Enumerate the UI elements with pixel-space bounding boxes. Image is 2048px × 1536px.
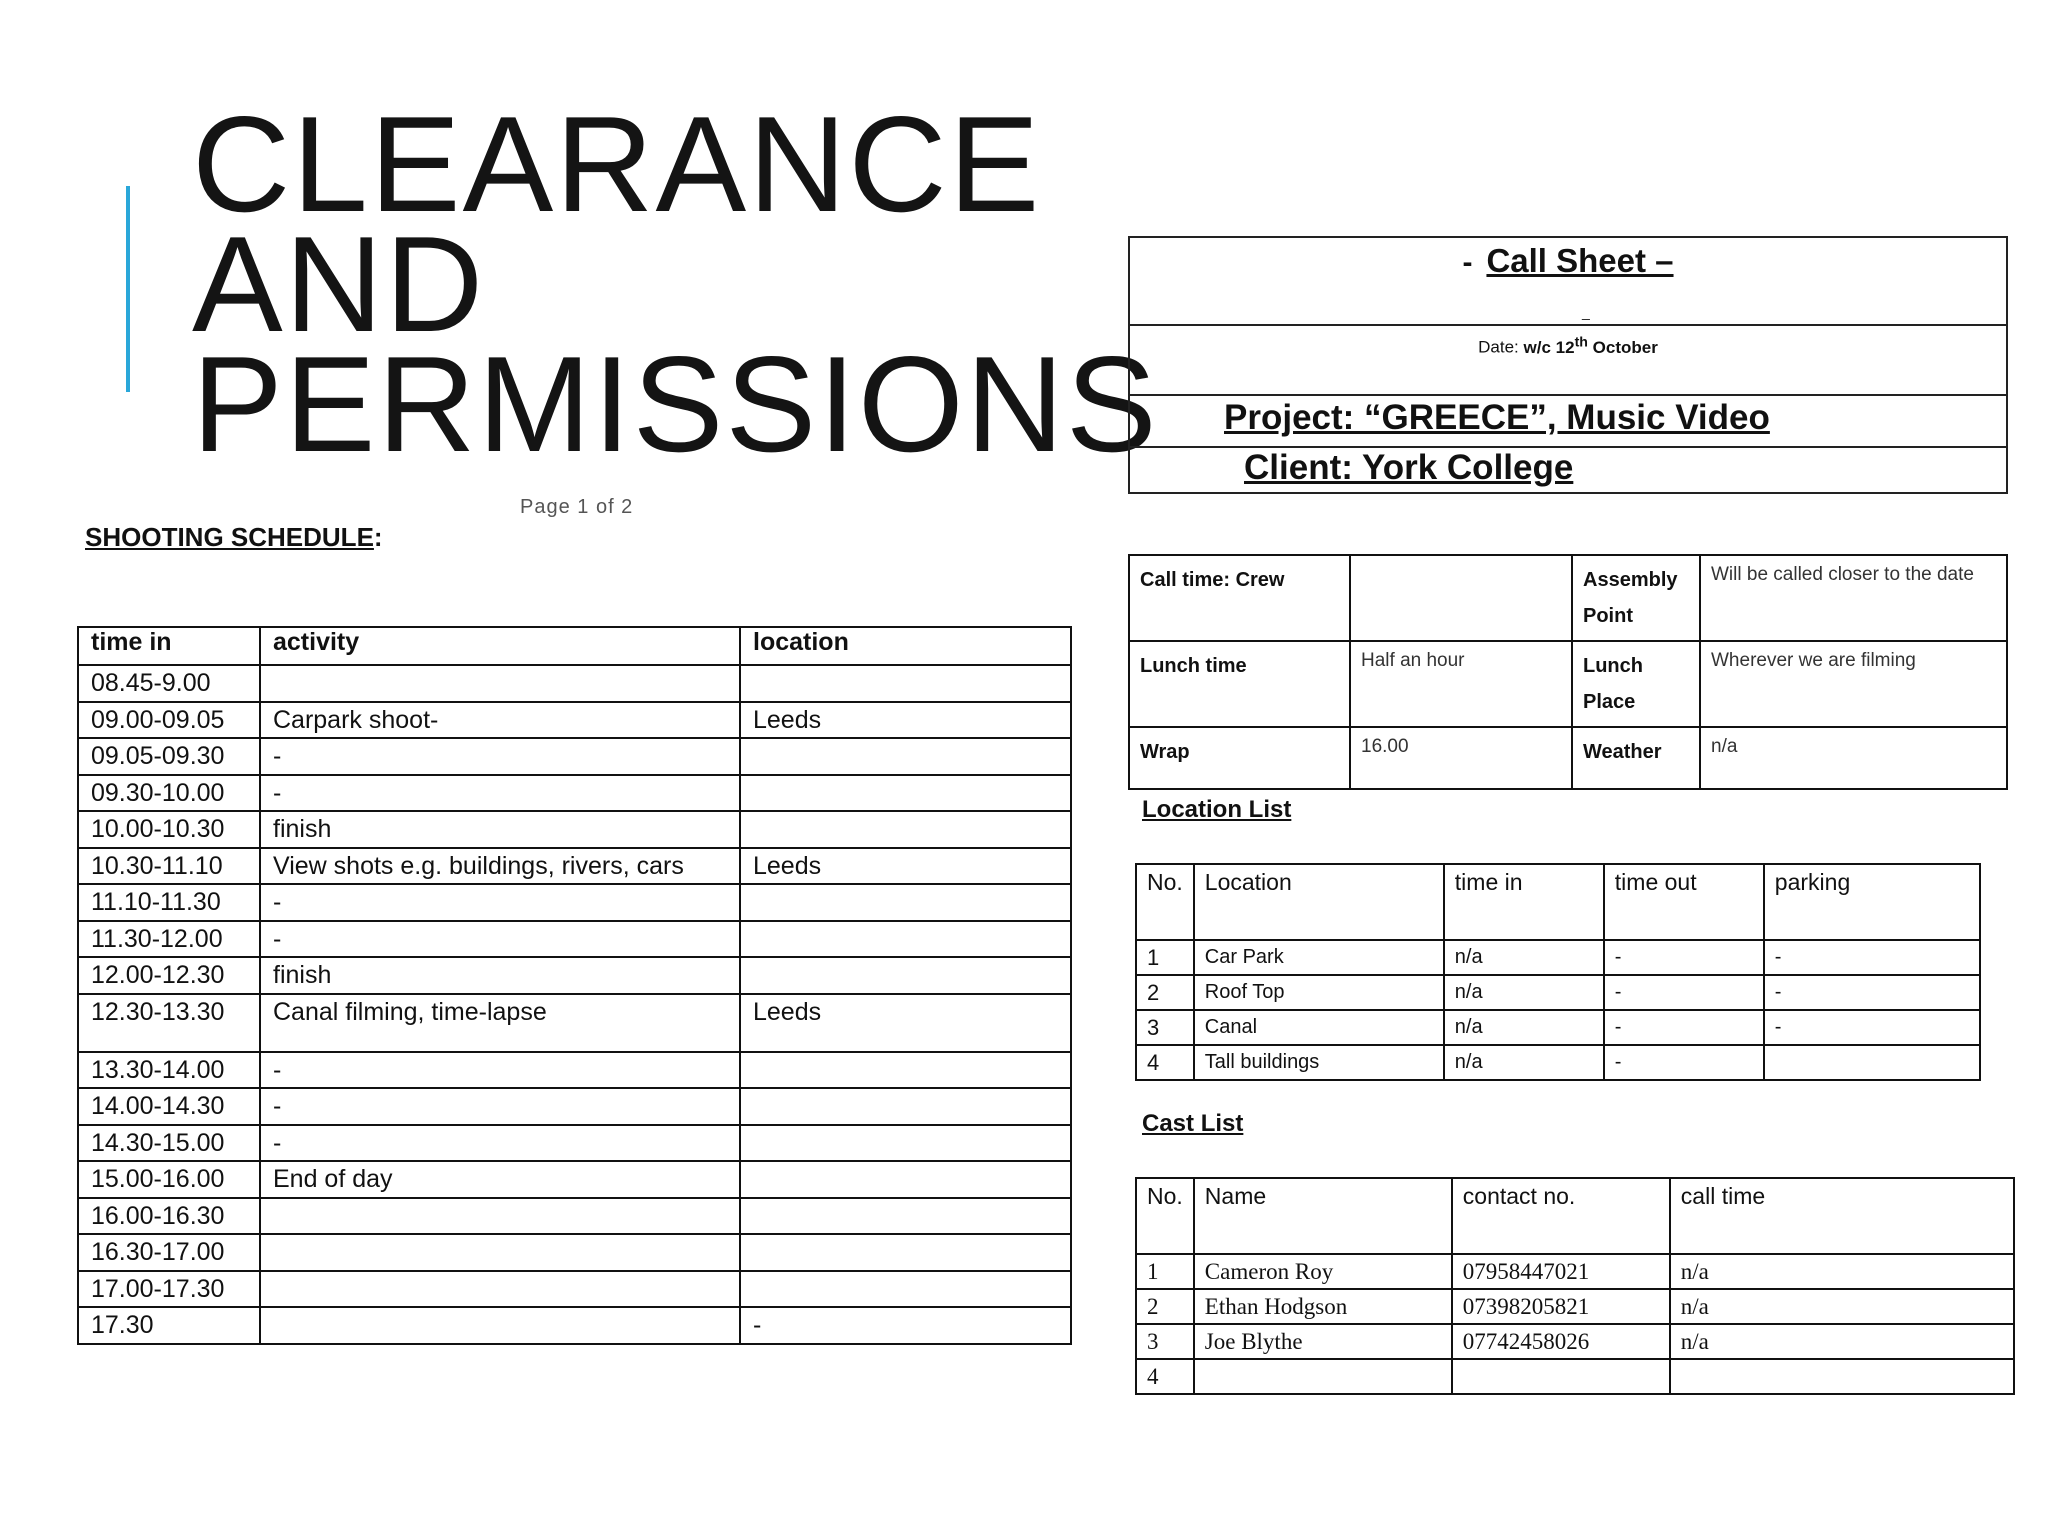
table-row	[78, 702, 1071, 739]
table-row	[78, 738, 1071, 775]
schedule-time: 16.30-17.00	[78, 1234, 260, 1271]
location-parking: -	[1764, 940, 1980, 975]
title-line: CLEARANCE	[192, 88, 1042, 240]
schedule-time: 12.00-12.30	[78, 957, 260, 994]
table-row	[78, 884, 1071, 921]
weather-label: Weather	[1572, 727, 1700, 789]
table-row	[1136, 1010, 1980, 1045]
cast-name: Ethan Hodgson	[1194, 1289, 1452, 1324]
cast-header-call-time: call time	[1670, 1178, 2014, 1254]
shooting-schedule-table	[77, 626, 1072, 1345]
location-header-location: Location	[1194, 864, 1444, 940]
date-prefix: w/c 12	[1523, 337, 1575, 357]
cast-header-no: No.	[1136, 1178, 1194, 1254]
location-header-time-out: time out	[1604, 864, 1764, 940]
cast-call-time: n/a	[1670, 1289, 2014, 1324]
call-sheet-underscore: _	[1582, 304, 1590, 320]
table-row	[78, 848, 1071, 885]
table-row	[78, 1161, 1071, 1198]
schedule-time: 16.00-16.30	[78, 1198, 260, 1235]
call-time-table	[1128, 554, 2008, 790]
date-label: Date:	[1478, 337, 1519, 357]
cast-header-contact: contact no.	[1452, 1178, 1670, 1254]
schedule-activity: finish	[260, 811, 740, 848]
location-time-in: n/a	[1444, 940, 1604, 975]
location-name: Roof Top	[1194, 975, 1444, 1010]
schedule-header-activity: activity	[260, 627, 740, 665]
schedule-time: 10.00-10.30	[78, 811, 260, 848]
location-no: 3	[1136, 1010, 1194, 1045]
call-sheet-project-row	[1130, 396, 2006, 448]
cast-name: Cameron Roy	[1194, 1254, 1452, 1289]
cast-name: Joe Blythe	[1194, 1324, 1452, 1359]
table-row	[78, 957, 1071, 994]
wrap-label: Wrap	[1129, 727, 1350, 789]
schedule-activity	[260, 1198, 740, 1235]
cast-contact: 07398205821	[1452, 1289, 1670, 1324]
slide-title	[192, 88, 1159, 480]
location-time-out: -	[1604, 975, 1764, 1010]
location-time-in: n/a	[1444, 975, 1604, 1010]
schedule-location	[740, 921, 1071, 958]
lunch-place-label: Lunch Place	[1572, 641, 1700, 727]
schedule-time: 09.00-09.05	[78, 702, 260, 739]
location-time-in: n/a	[1444, 1045, 1604, 1080]
table-row	[78, 811, 1071, 848]
schedule-activity	[260, 665, 740, 702]
date-month: October	[1592, 337, 1658, 357]
schedule-activity: -	[260, 1125, 740, 1162]
schedule-location	[740, 1234, 1071, 1271]
schedule-location	[740, 775, 1071, 812]
cast-call-time	[1670, 1359, 2014, 1394]
schedule-time: 12.30-13.30	[78, 994, 260, 1052]
location-header-no: No.	[1136, 864, 1194, 940]
location-parking: -	[1764, 1010, 1980, 1045]
schedule-activity: -	[260, 775, 740, 812]
schedule-activity: finish	[260, 957, 740, 994]
table-row	[1129, 555, 2007, 641]
schedule-time: 13.30-14.00	[78, 1052, 260, 1089]
location-parking	[1764, 1045, 1980, 1080]
call-sheet-title: Call Sheet –	[1486, 242, 1674, 279]
schedule-location	[740, 957, 1071, 994]
cast-contact: 07742458026	[1452, 1324, 1670, 1359]
location-name: Tall buildings	[1194, 1045, 1444, 1080]
table-row	[78, 775, 1071, 812]
cast-contact: 07958447021	[1452, 1254, 1670, 1289]
date-ordinal: th	[1574, 334, 1588, 350]
schedule-activity: View shots e.g. buildings, rivers, cars	[260, 848, 740, 885]
table-row	[1136, 1324, 2014, 1359]
schedule-activity	[260, 1307, 740, 1344]
schedule-location: Leeds	[740, 848, 1071, 885]
schedule-location	[740, 665, 1071, 702]
call-sheet-client-row	[1130, 446, 2006, 494]
schedule-location: Leeds	[740, 994, 1071, 1052]
schedule-activity: -	[260, 1052, 740, 1089]
schedule-location	[740, 1161, 1071, 1198]
date-value	[1523, 334, 1658, 357]
call-sheet-dash: -	[1462, 246, 1473, 279]
schedule-time: 10.30-11.10	[78, 848, 260, 885]
schedule-location	[740, 1052, 1071, 1089]
location-no: 4	[1136, 1045, 1194, 1080]
table-row	[78, 1234, 1071, 1271]
cast-header-name: Name	[1194, 1178, 1452, 1254]
project-name: Project: “GREECE”, Music Video	[1224, 398, 1770, 437]
table-row	[1129, 727, 2007, 789]
cast-no: 2	[1136, 1289, 1194, 1324]
schedule-time: 14.30-15.00	[78, 1125, 260, 1162]
schedule-time: 09.05-09.30	[78, 738, 260, 775]
crew-call-value	[1350, 555, 1572, 641]
schedule-time: 11.10-11.30	[78, 884, 260, 921]
table-row	[1136, 1289, 2014, 1324]
location-time-out: -	[1604, 1010, 1764, 1045]
table-row	[78, 1198, 1071, 1235]
location-header-parking: parking	[1764, 864, 1980, 940]
cast-no: 1	[1136, 1254, 1194, 1289]
schedule-location: -	[740, 1307, 1071, 1344]
schedule-activity: -	[260, 921, 740, 958]
call-sheet-header	[1128, 236, 2008, 494]
table-row	[1129, 641, 2007, 727]
schedule-time: 08.45-9.00	[78, 665, 260, 702]
table-row	[78, 1052, 1071, 1089]
lunch-place-value: Wherever we are filming	[1700, 641, 2007, 727]
schedule-location: Leeds	[740, 702, 1071, 739]
location-time-out: -	[1604, 1045, 1764, 1080]
table-row	[78, 1125, 1071, 1162]
cast-list-table	[1135, 1177, 2015, 1395]
call-sheet-title-row	[1130, 238, 2006, 326]
schedule-location	[740, 811, 1071, 848]
schedule-activity: -	[260, 884, 740, 921]
wrap-value: 16.00	[1350, 727, 1572, 789]
page-number-fragment: Page 1 of 2	[520, 496, 634, 518]
schedule-activity: Carpark shoot-	[260, 702, 740, 739]
schedule-activity: -	[260, 1088, 740, 1125]
crew-call-label: Call time: Crew	[1129, 555, 1350, 641]
schedule-time: 14.00-14.30	[78, 1088, 260, 1125]
schedule-activity	[260, 1271, 740, 1308]
schedule-header-location: location	[740, 627, 1071, 665]
schedule-activity: -	[260, 738, 740, 775]
schedule-time: 11.30-12.00	[78, 921, 260, 958]
cast-list-heading: Cast List	[1142, 1110, 1244, 1137]
schedule-time: 15.00-16.00	[78, 1161, 260, 1198]
call-sheet-date-row	[1130, 324, 2006, 396]
location-name: Canal	[1194, 1010, 1444, 1045]
cast-contact	[1452, 1359, 1670, 1394]
cast-no: 3	[1136, 1324, 1194, 1359]
title-line: PERMISSIONS	[192, 328, 1159, 480]
table-row	[78, 921, 1071, 958]
schedule-activity	[260, 1234, 740, 1271]
schedule-time: 09.30-10.00	[78, 775, 260, 812]
table-row	[78, 994, 1071, 1052]
title-line: AND	[192, 208, 486, 360]
table-row	[78, 1271, 1071, 1308]
location-time-in: n/a	[1444, 1010, 1604, 1045]
location-time-out: -	[1604, 940, 1764, 975]
cast-no: 4	[1136, 1359, 1194, 1394]
schedule-activity: End of day	[260, 1161, 740, 1198]
location-list-heading: Location List	[1142, 796, 1292, 823]
schedule-header-row	[78, 627, 1071, 665]
table-row	[78, 1307, 1071, 1344]
table-row	[78, 665, 1071, 702]
schedule-location	[740, 738, 1071, 775]
table-row	[1136, 1045, 1980, 1080]
schedule-location	[740, 884, 1071, 921]
schedule-heading	[85, 522, 383, 553]
location-header-time-in: time in	[1444, 864, 1604, 940]
schedule-heading-colon: :	[373, 522, 383, 552]
table-row	[78, 1088, 1071, 1125]
table-row	[1136, 975, 1980, 1010]
lunch-time-value: Half an hour	[1350, 641, 1572, 727]
schedule-header-time: time in	[78, 627, 260, 665]
schedule-location	[740, 1125, 1071, 1162]
table-row	[1136, 940, 1980, 975]
location-list-table	[1135, 863, 1981, 1081]
cast-name	[1194, 1359, 1452, 1394]
cast-call-time: n/a	[1670, 1324, 2014, 1359]
location-no: 2	[1136, 975, 1194, 1010]
location-name: Car Park	[1194, 940, 1444, 975]
location-parking: -	[1764, 975, 1980, 1010]
schedule-location	[740, 1271, 1071, 1308]
schedule-activity: Canal filming, time-lapse	[260, 994, 740, 1052]
schedule-time: 17.00-17.30	[78, 1271, 260, 1308]
client-name: Client: York College	[1244, 448, 1574, 487]
assembly-point-label: Assembly Point	[1572, 555, 1700, 641]
schedule-location	[740, 1088, 1071, 1125]
schedule-location	[740, 1198, 1071, 1235]
table-row	[1136, 1254, 2014, 1289]
table-row	[1136, 1359, 2014, 1394]
schedule-heading-text: SHOOTING SCHEDULE	[85, 522, 374, 552]
cast-call-time: n/a	[1670, 1254, 2014, 1289]
assembly-point-value: Will be called closer to the date	[1700, 555, 2007, 641]
schedule-time: 17.30	[78, 1307, 260, 1344]
location-no: 1	[1136, 940, 1194, 975]
lunch-time-label: Lunch time	[1129, 641, 1350, 727]
location-header-row	[1136, 864, 1980, 940]
cast-header-row	[1136, 1178, 2014, 1254]
title-accent-bar	[126, 186, 130, 392]
weather-value: n/a	[1700, 727, 2007, 789]
